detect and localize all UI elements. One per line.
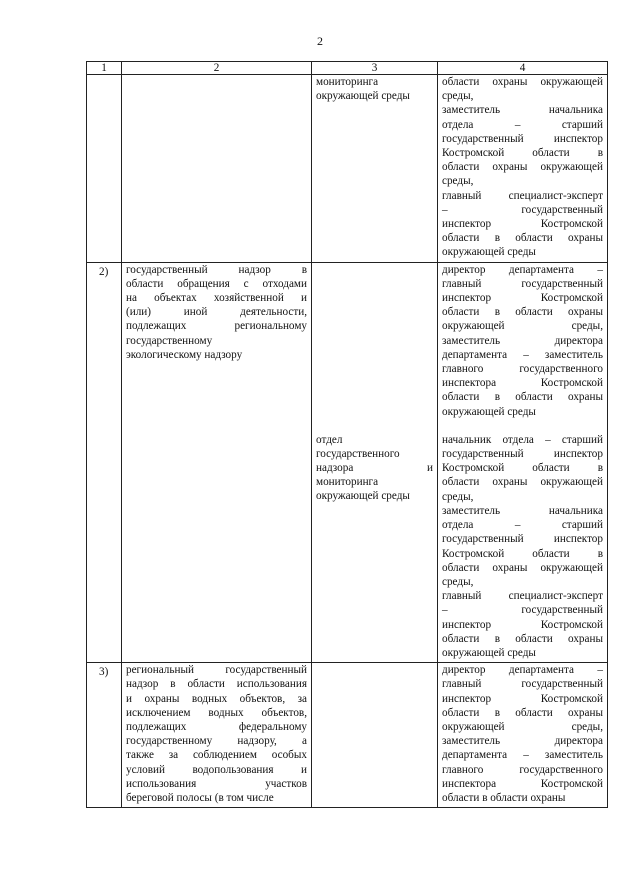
cell-text-line: области в области охраны: [442, 632, 603, 645]
cell-text-line: мониторинга: [316, 476, 379, 489]
row-number-cell: 3): [87, 663, 122, 808]
cell-text-line: – государственный: [442, 604, 603, 617]
cell-text-line: окружающей среды,: [442, 320, 603, 333]
row-number-cell: 2): [87, 262, 122, 662]
column-header: 1: [87, 62, 122, 75]
cell-text-line: и охраны водных объектов, за: [126, 692, 307, 705]
cell-text-line: заместитель директора: [442, 334, 603, 347]
cell-text-line: государственному: [126, 334, 213, 347]
page-number: 2: [317, 34, 323, 48]
cell-text-line: на объектах хозяйственной и: [126, 292, 307, 305]
table-header-row: [87, 62, 608, 75]
cell-text-line: области охраны окружающей: [442, 476, 603, 489]
column-header: 2: [122, 62, 312, 75]
cell-text-line: департамента – заместитель: [442, 348, 603, 361]
cell-text-line: окружающей среды: [442, 646, 536, 659]
cell-text-line: среды,: [442, 90, 474, 103]
cell-text-line: области в области охраны: [442, 306, 603, 319]
cell-text-line: инспектор Костромской: [442, 292, 603, 305]
officials-cell: [438, 663, 608, 808]
cell-text-line: области охраны окружающей: [442, 561, 603, 574]
cell-text-line: надзор в области использования: [126, 678, 307, 691]
cell-text-line: главного государственного: [442, 763, 603, 776]
cell-text-line: региональный государственный: [126, 664, 307, 677]
cell-text-line: главный специалист-эксперт: [442, 189, 603, 202]
cell-text-line: береговой полосы (в том числе: [126, 791, 274, 804]
department-cell: [312, 262, 438, 662]
activity-cell: [122, 75, 312, 263]
activity-cell: [122, 262, 312, 662]
cell-text-line: мониторинга: [316, 76, 379, 88]
cell-text-line: области в области охраны: [442, 791, 566, 804]
cell-text-line: области в области охраны: [442, 706, 603, 719]
cell-text-line: – государственный: [442, 203, 603, 216]
cell-text-line: условий водопользования и: [126, 763, 307, 776]
cell-text-line: главный государственный: [442, 678, 603, 691]
column-header: 4: [438, 62, 608, 75]
table-row: [87, 262, 608, 662]
cell-text-line: области обращения с отходами: [126, 277, 307, 290]
cell-text-line: подлежащих региональному: [126, 320, 307, 333]
cell-text-line: надзора и: [316, 462, 433, 475]
cell-text-line: отдела – старший: [442, 519, 603, 532]
cell-text-line: заместитель начальника: [442, 504, 603, 517]
cell-text-line: инспектора Костромской: [442, 777, 603, 790]
cell-text-line: использования участков: [126, 777, 307, 790]
cell-text-line: инспектор Костромской: [442, 218, 603, 231]
cell-text-line: отдел: [316, 433, 343, 446]
cell-text-line: государственному надзору, а: [126, 735, 307, 748]
officials-cell: [438, 262, 608, 662]
cell-text-line: главного государственного: [442, 363, 603, 376]
cell-text-line: окружающей среды: [442, 405, 536, 418]
cell-text-line: области в области охраны: [442, 232, 603, 245]
table-row: [87, 663, 608, 808]
cell-text-line: области в области охраны: [442, 391, 603, 404]
cell-text-line: среды,: [442, 175, 474, 188]
cell-text-line: экологическому надзору: [126, 348, 243, 361]
officials-cell: [438, 75, 608, 263]
cell-text-line: отдела – старший: [442, 118, 603, 131]
cell-text-line: начальник отдела – старший: [442, 433, 603, 446]
cell-text-line: области охраны окружающей: [442, 161, 603, 174]
cell-text-line: Костромской области в: [442, 547, 603, 560]
table-row: [87, 75, 608, 263]
department-cell: [312, 663, 438, 808]
cell-text-line: среды,: [442, 490, 474, 503]
cell-text-line: окружающей среды: [442, 246, 536, 259]
cell-text-line: инспектор Костромской: [442, 618, 603, 631]
cell-text-line: государственный инспектор: [442, 533, 603, 546]
authority-table: [86, 61, 608, 808]
cell-text-line: инспектора Костромской: [442, 377, 603, 390]
cell-text-line: инспектор Костромской: [442, 692, 603, 705]
cell-text-line: государственный инспектор: [442, 448, 603, 461]
cell-text-line: Костромской области в: [442, 462, 603, 475]
cell-text-line: главный специалист-эксперт: [442, 590, 603, 603]
cell-text-line: также за соблюдением особых: [126, 749, 307, 762]
cell-text-line: директор департамента –: [442, 664, 603, 677]
department-cell: [312, 75, 438, 263]
cell-text-line: подлежащих федеральному: [126, 720, 307, 733]
cell-text-line: заместитель директора: [442, 735, 603, 748]
cell-text-line: окружающей среды: [316, 490, 410, 503]
cell-text-line: исключением водных объектов,: [126, 706, 307, 719]
column-header: 3: [312, 62, 438, 75]
cell-text-line: среды,: [442, 575, 474, 588]
cell-text-line: главный государственный: [442, 277, 603, 290]
cell-text-line: (или) иной деятельности,: [126, 306, 307, 319]
cell-text-line: Костромской области в: [442, 147, 603, 160]
cell-text-line: департамента – заместитель: [442, 749, 603, 762]
cell-text-line: окружающей среды: [316, 90, 410, 103]
activity-cell: [122, 663, 312, 808]
cell-text-line: государственный надзор в: [126, 263, 307, 276]
cell-text-line: государственного: [316, 447, 400, 460]
cell-text-line: окружающей среды,: [442, 720, 603, 733]
cell-text-line: директор департамента –: [442, 263, 603, 276]
cell-text-line: государственный инспектор: [442, 132, 603, 145]
row-number-cell: [87, 75, 122, 263]
cell-text-line: заместитель начальника: [442, 104, 603, 117]
cell-text-line: области охраны окружающей: [442, 76, 603, 88]
